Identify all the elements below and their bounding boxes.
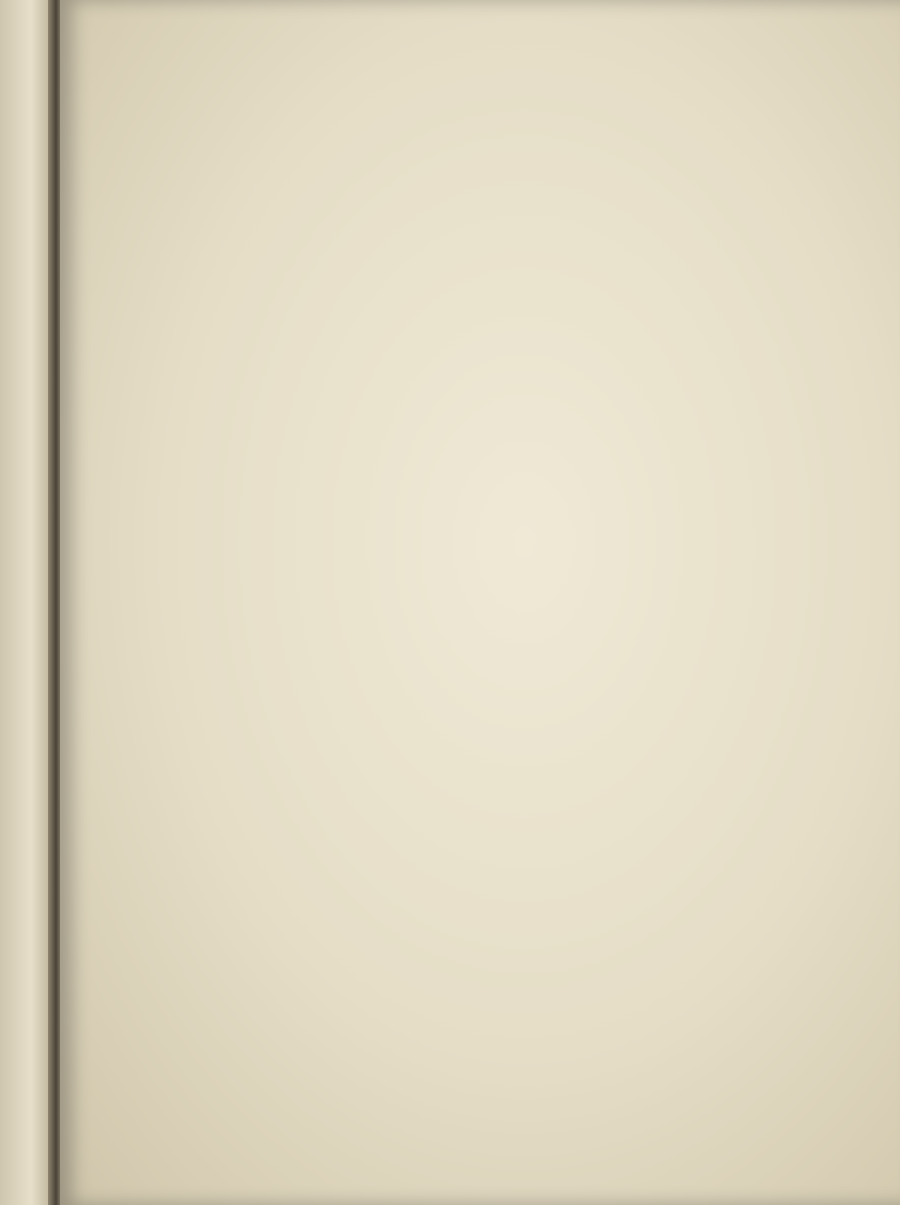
entry-133 <box>40 177 818 226</box>
commentary-paragraph <box>46 805 846 822</box>
section-heading-droschkenbesitzer <box>46 458 835 494</box>
entry-134 <box>46 458 835 494</box>
bottom-text-block <box>46 805 846 840</box>
entry-135 <box>48 534 838 560</box>
section-star <box>46 815 846 832</box>
page-text <box>60 0 900 1205</box>
entry-135-block <box>48 534 838 560</box>
entry-136 <box>46 823 846 840</box>
book-page <box>60 0 900 1205</box>
middle-text-block <box>40 177 819 228</box>
droschken-section <box>45 444 835 494</box>
left-page-edge <box>0 0 52 1205</box>
section-heading-duesenjaeger <box>46 823 846 840</box>
top-text-block <box>60 0 820 22</box>
section-star <box>40 179 818 228</box>
